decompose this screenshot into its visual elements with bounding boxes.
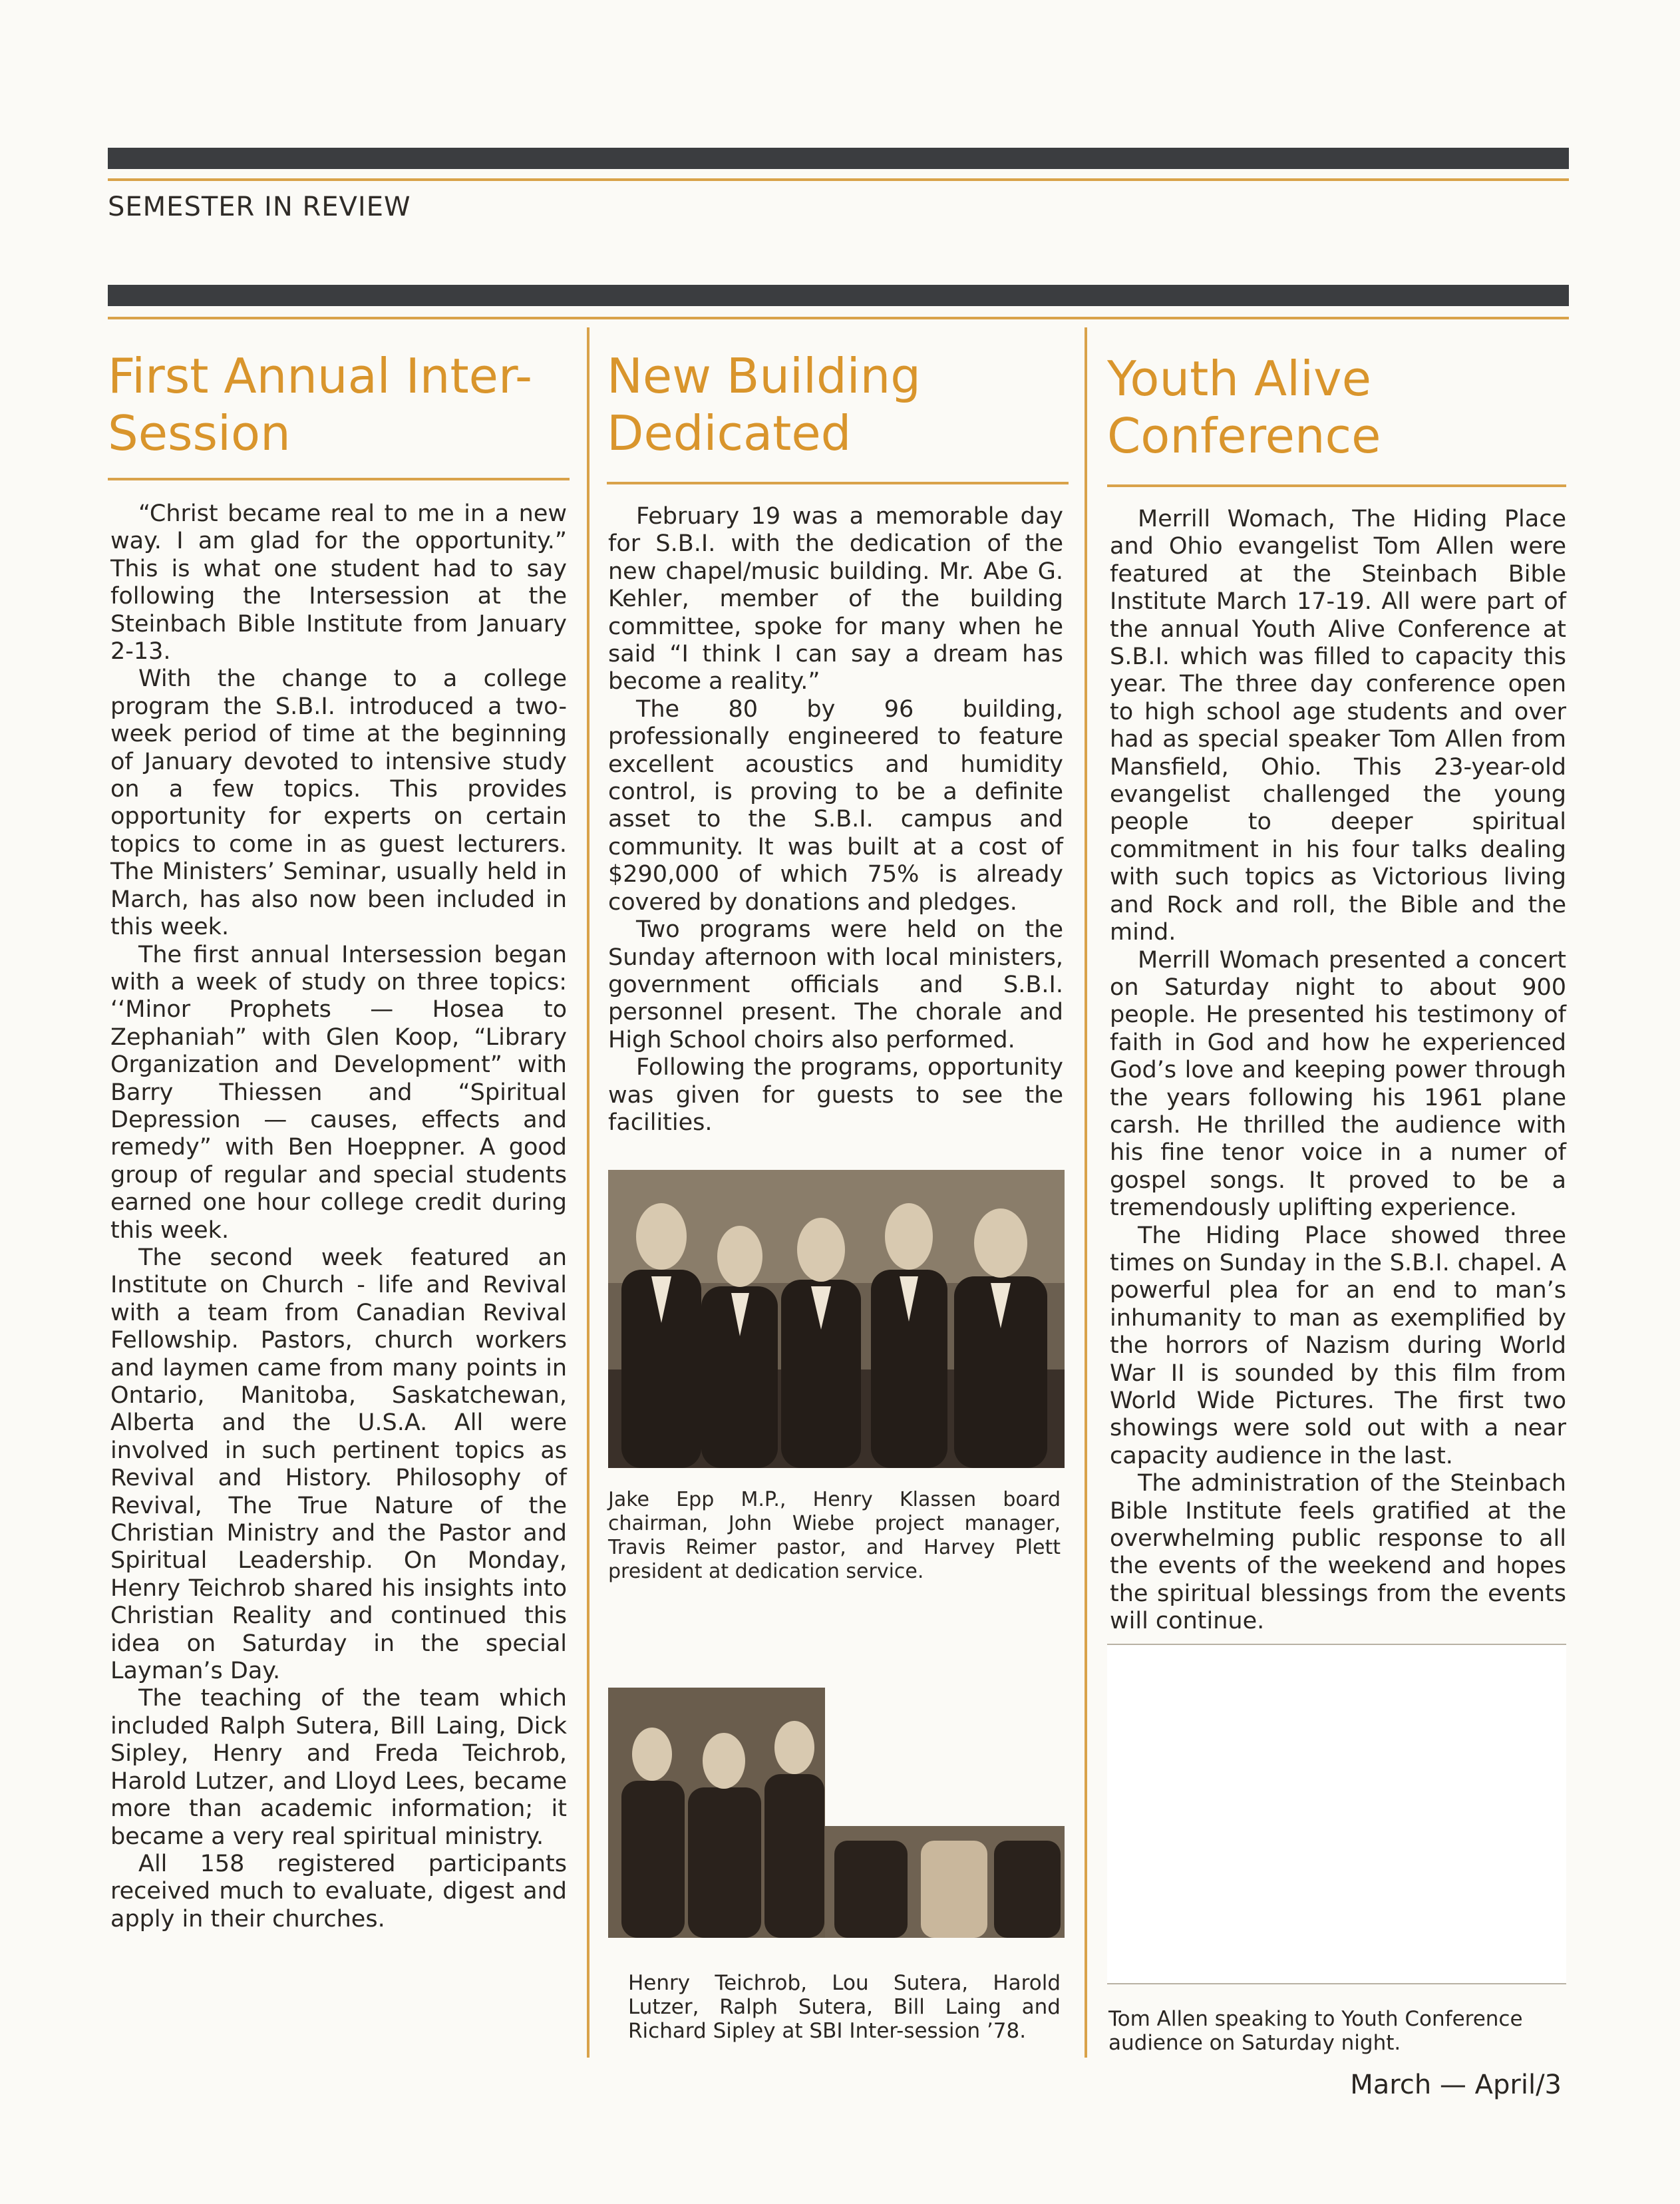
- article-body-intersession: [110, 500, 567, 1933]
- header-gold-rule: [108, 317, 1569, 319]
- article-paragraph: The Hiding Place showed three times on Sunday in the S.B.I. chapel. A powerful plea for an end to man’s inhumanity to man as exemplified by the horrors of Nazism during World War II is sounded by this film from World Wide Pictures. The first two showings were sold out with a near capacity audience in the last.: [1110, 1222, 1566, 1469]
- headline-line: New Building: [607, 348, 922, 404]
- photo-frame-bottom: [1107, 1983, 1566, 1984]
- top-gold-rule: [108, 178, 1569, 181]
- dedication-photo: [608, 1170, 1065, 1468]
- article-paragraph: Two programs were held on the Sunday afternoon with local ministers, government officials and S.B.I. personnel present. The chorale and High School choirs also performed.: [608, 916, 1063, 1053]
- article-paragraph: The 80 by 96 building, professionally engineered to feature excellent acoustics and humidity control, is proving to be a definite asset to the S.B.I. campus and community. It was built at a cost of $290,000 of which 75% is already covered by donations and pledges.: [608, 695, 1063, 916]
- page-footer: March — April/3: [1350, 2070, 1562, 2100]
- headline-underline: [607, 482, 1069, 484]
- headline-line: Session: [108, 405, 291, 461]
- top-dark-bar: [108, 148, 1569, 169]
- article-paragraph: Merrill Womach presented a concert on Saturday night to about 900 people. He presented his testimony of faith in God and how he experienced God’s love and keeping power through the years following his 1961 plane carsh. He thrilled the audience with his fine tenor voice in a numer of gospel songs. It proved to be a tremendously uplifting experience.: [1110, 946, 1566, 1222]
- article-body-new-building: [608, 503, 1063, 1137]
- headline-line: First Annual Inter-: [108, 348, 532, 404]
- article-paragraph: All 158 registered participants received much to evaluate, digest and apply in their churches.: [110, 1850, 567, 1932]
- article-paragraph: February 19 was a memorable day for S.B.I. with the dedication of the new chapel/music building. Mr. Abe G. Kehler, member of the building committee, spoke for many when he said “I think I can say a dream has become a reality.”: [608, 503, 1063, 695]
- section-label: SEMESTER IN REVIEW: [108, 192, 411, 222]
- article-paragraph: The second week featured an Institute on Church - life and Revival with a team from Canadian Revival Fellowship. Pastors, church workers and laymen came from many points in Ontario, Manitoba, Saskatchewan, Alberta and the U.S.A. All were involved in such pertinent topics as Revival and History. Philosophy of Revival, The True Nature of the Christian Ministry and the Pastor and Spiritual Leadership. On Monday, Henry Teichrob shared his insights into Christian Reality and continued this idea on Saturday in the special Layman’s Day.: [110, 1244, 567, 1685]
- article-paragraph: With the change to a college program the S.B.I. introduced a two-week period of time at the beginning of January devoted to intensive study on a few topics. This provides opportunity for experts on certain topics to come in as guest lecturers. The Ministers’ Seminar, usually held in March, has also now been included in this week.: [110, 665, 567, 941]
- dedication-photo-image: [608, 1170, 1065, 1468]
- intersession-photo-caption: Henry Teichrob, Lou Sutera, Harold Lutzer, Ralph Sutera, Bill Laing and Richard Sipley at SBI Inter-session ’78.: [628, 1971, 1061, 2043]
- column-divider-left: [587, 327, 589, 2058]
- article-paragraph: The first annual Intersession began with a week of study on three topics: ‘‘Minor Prophets — Hosea to Zephaniah” with Glen Koop, “Library Organization and Development” with Barry Thiessen and “Spiritual Depression — causes, effects and remedy” with Ben Hoeppner. A good group of regular and special students earned one hour college credit during this week.: [110, 941, 567, 1244]
- headline-line: Dedicated: [607, 405, 852, 461]
- headline-line: Youth Alive: [1107, 351, 1372, 407]
- intersession-photo: [608, 1688, 1065, 1938]
- article-paragraph: Merrill Womach, The Hiding Place and Ohio evangelist Tom Allen were featured at the Steinbach Bible Institute March 17-19. All were part of the annual Youth Alive Conference at S.B.I. which was filled to capacity this year. The three day conference open to high school age students and over had as special speaker Tom Allen from Mansfield, Ohio. This 23-year-old evangelist challenged the young people to deeper spiritual commitment in his four talks dealing with such topics as Victorious living and Rock and roll, the Bible and the mind.: [1110, 506, 1566, 946]
- header-dark-bar: [108, 285, 1569, 306]
- article-paragraph: The administration of the Steinbach Bible Institute feels gratified at the overwhelming public response to all the events of the weekend and hopes the spiritual blessings from the events will continue.: [1110, 1470, 1566, 1635]
- article-paragraph: Following the programs, opportunity was given for guests to see the facilities.: [608, 1054, 1063, 1136]
- tom-allen-photo: [1107, 1645, 1566, 1983]
- tom-allen-photo-caption: Tom Allen speaking to Youth Conference audience on Saturday night.: [1108, 2007, 1523, 2055]
- dedication-photo-caption: Jake Epp M.P., Henry Klassen board chairman, John Wiebe project manager, Travis Reimer pastor, and Harvey Plett president at dedication service.: [608, 1488, 1061, 1583]
- headline-underline: [1107, 484, 1566, 487]
- headline-new-building: [607, 347, 921, 462]
- headline-underline: [108, 478, 570, 480]
- intersession-photo-image: [608, 1688, 1065, 1938]
- column-divider-right: [1085, 327, 1087, 2058]
- headline-line: Conference: [1107, 408, 1381, 464]
- headline-intersession: [108, 347, 532, 462]
- article-body-youth-alive: [1110, 506, 1566, 1636]
- headline-youth-alive: [1107, 350, 1381, 464]
- article-paragraph: “Christ became real to me in a new way. I am glad for the opportunity.” This is what one student had to say following the Intersession at the Steinbach Bible Institute from January 2-13.: [110, 500, 567, 665]
- article-paragraph: The teaching of the team which included Ralph Sutera, Bill Laing, Dick Sipley, Henry and Freda Teichrob, Harold Lutzer, and Lloyd Lees, became more than academic information; it became a very real spiritual ministry.: [110, 1685, 567, 1850]
